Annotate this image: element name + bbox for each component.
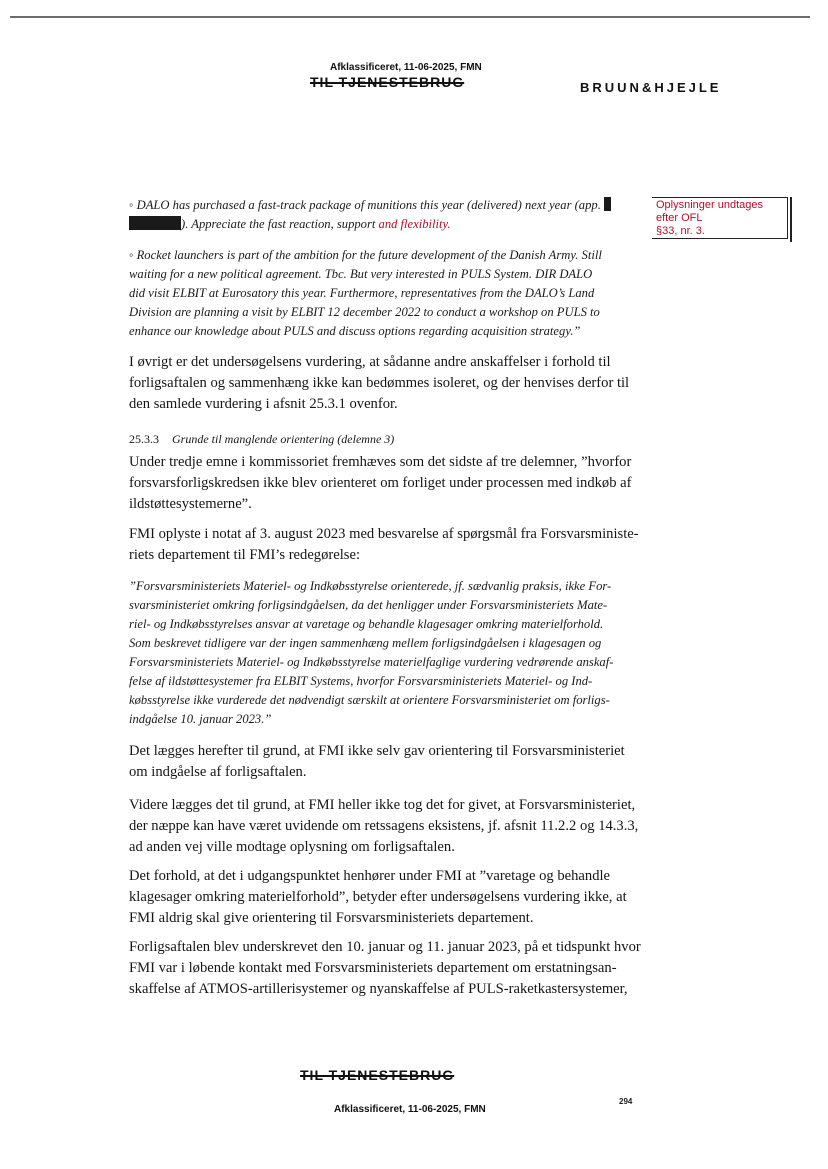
bullet-2-line: waiting for a new political agreement. Tbc. But very interested in PULS System. DIR DALO xyxy=(129,267,593,281)
paragraph-5 xyxy=(129,795,669,858)
text-line: der næppe kan have været uvidende om retssagens eksistens, jf. afsnit 11.2.2 og 14.3.3, xyxy=(129,818,639,834)
note-line-3: §33, nr. 3. xyxy=(656,225,705,237)
bullet-2 xyxy=(129,246,649,341)
text-line: forsvarsforligskredsen ikke blev orienteret om forliget under processen med indkøb af xyxy=(129,475,632,491)
quote-line: felse af ildstøttesystemer fra ELBIT Systems, hvorfor Forsvarsministeriets Materiel- og Ind- xyxy=(129,674,593,688)
text-line: klagesager omkring materielforhold”, betyder efter undersøgelsens vurdering ikke, at xyxy=(129,889,627,905)
text-line: FMI var i løbende kontakt med Forsvarsministeriets departement om erstatningsan- xyxy=(129,960,617,976)
paragraph-1 xyxy=(129,352,669,415)
paragraph-4 xyxy=(129,741,669,783)
bullet-2-line: enhance our knowledge about PULS and discuss options regarding acquisition strategy.” xyxy=(129,324,581,338)
section-number: 25.3.3 xyxy=(129,432,159,446)
bullet-2-line: Division are planning a visit by ELBIT 12 december 2022 to conduct a workshop on PULS to xyxy=(129,305,600,319)
text-line: Det lægges herefter til grund, at FMI ikke selv gav orientering til Forsvarsministeriet xyxy=(129,743,625,759)
paragraph-6 xyxy=(129,866,669,929)
redaction-mark xyxy=(604,197,611,211)
quote-line: købsstyrelse ikke vurderede det nødvendigt særskilt at orientere Forsvarsministeriet om forligs- xyxy=(129,693,610,707)
quote-line: indgåelse 10. januar 2023.” xyxy=(129,712,272,726)
quote-line: ”Forsvarsministeriets Materiel- og Indkøbsstyrelse orienterede, jf. sædvanlig praksis, ikke For- xyxy=(129,579,612,593)
quote-line: Som beskrevet tidligere var der ingen sammenhæng mellem forligsindgåelsen i klagesagen og xyxy=(129,636,602,650)
bullet-1-line-2: ). Appreciate the fast reaction, support and flexibility. xyxy=(129,215,649,234)
note-line-1: Oplysninger undtages xyxy=(656,199,764,211)
redaction-block xyxy=(129,216,181,230)
section-heading xyxy=(129,432,394,447)
quote-line: svarsministeriet omkring forligsindgåelsen, da det henligger under Forsvarsministeriets Mate- xyxy=(129,598,608,612)
text-line: den samlede vurdering i afsnit 25.3.1 ovenfor. xyxy=(129,396,398,412)
text-line: Videre lægges det til grund, at FMI heller ikke tog det for givet, at Forsvarsministeriet, xyxy=(129,797,636,813)
footer-classification: TIL TJENESTEBRUG xyxy=(300,1067,455,1083)
text-line: ildstøttesystemerne”. xyxy=(129,496,252,512)
top-scan-line xyxy=(10,16,810,18)
block-quote xyxy=(129,577,669,729)
bullet-1-line-1: ◦ DALO has purchased a fast-track package of munitions this year (delivered) next year (app. xyxy=(129,196,649,215)
text-line: FMI oplyste i notat af 3. august 2023 med besvarelse af spørgsmål fra Forsvarsministe- xyxy=(129,526,639,542)
note-line-2: efter OFL xyxy=(656,212,703,224)
redaction-margin-note xyxy=(652,197,788,239)
quote-line: Forsvarsministeriets Materiel- og Indkøbsstyrelse materielfaglige vurdering vedrørende anskaf- xyxy=(129,655,614,669)
brand-logo: BRUUN&HJEJLE xyxy=(580,80,722,95)
quote-line: riel- og Indkøbsstyrelses ansvar at varetage og behandle klagesager omkring materielforhold. xyxy=(129,617,604,631)
note-edge-line xyxy=(790,197,792,242)
footer-declassified: Afklassificeret, 11-06-2025, FMN xyxy=(334,1104,486,1115)
section-title: Grunde til manglende orientering (delemne 3) xyxy=(172,432,395,446)
header-declassified: Afklassificeret, 11-06-2025, FMN xyxy=(330,62,482,73)
text-line: ad anden vej ville modtage oplysning om forligsaftalen. xyxy=(129,839,455,855)
text-line: riets departement til FMI’s redegørelse: xyxy=(129,547,360,563)
paragraph-2 xyxy=(129,452,669,515)
text-line: Under tredje emne i kommissoriet fremhæves som det sidste af tre delemner, ”hvorfor xyxy=(129,454,632,470)
paragraph-7 xyxy=(129,937,669,1000)
paragraph-3 xyxy=(129,524,669,566)
text-line: forligsaftalen og sammenhæng ikke kan bedømmes isoleret, og der henvises derfor til xyxy=(129,375,630,391)
bullet-2-line: did visit ELBIT at Eurosatory this year. Furthermore, representatives from the DALO’s Land xyxy=(129,286,595,300)
text-line: Det forhold, at det i udgangspunktet henhører under FMI at ”varetage og behandle xyxy=(129,868,611,884)
header-classification: TIL TJENESTEBRUG xyxy=(310,74,465,90)
text-line: I øvrigt er det undersøgelsens vurdering, at sådanne andre anskaffelser i forhold til xyxy=(129,354,611,370)
bullet-2-line: ◦ Rocket launchers is part of the ambition for the future development of the Danish Army. Still xyxy=(129,248,602,262)
text-line: Forligsaftalen blev underskrevet den 10. januar og 11. januar 2023, på et tidspunkt hvor xyxy=(129,939,641,955)
page-number: 294 xyxy=(619,1097,633,1106)
text-line: FMI aldrig skal give orientering til Forsvarsministeriets departement. xyxy=(129,910,534,926)
text-line: om indgåelse af forligsaftalen. xyxy=(129,764,307,780)
bullet-1 xyxy=(129,196,649,234)
text-line: skaffelse af ATMOS-artillerisystemer og nyanskaffelse af PULS-raketkastersystemer, xyxy=(129,981,628,997)
